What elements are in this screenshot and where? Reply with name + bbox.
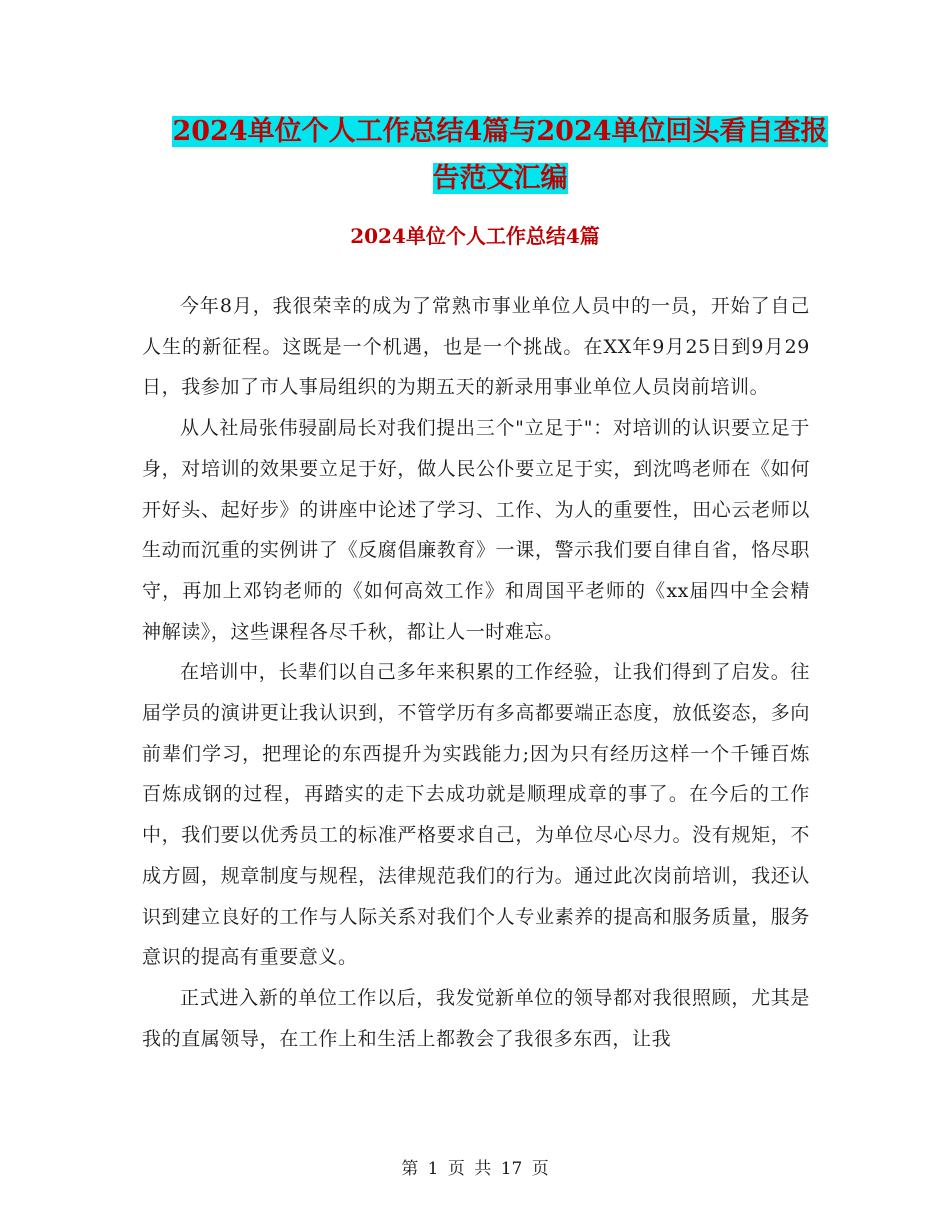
document-title: [130, 108, 870, 202]
document-title-line-1: 2024单位个人工作总结4篇与2024单位回头看自查报: [172, 116, 828, 147]
paragraph: 在培训中，长辈们以自己多年来积累的工作经验，让我们得到了启发。往届学员的演讲更让我认识到，不管学历有多高都要端正态度，放低姿态，多向前辈们学习，把理论的东西提升为实践能力;因为只有经历这样一个千锤百炼百炼成钢的过程，再踏实的走下去成功就是顺理成章的事了。在今后的工作中，我们要以优秀员工的标准严格要求自己，为单位尽心尽力。没有规矩，不成方圆，规章制度与规程，法律规范我们的行为。通过此次岗前培训，我还认识到建立良好的工作与人际关系对我们个人专业素养的提高和服务质量，服务意识的提高有重要意义。: [142, 661, 810, 969]
paragraph: 正式进入新的单位工作以后，我发觉新单位的领导都对我很照顾，尤其是我的直属领导，在工作上和生活上都教会了我很多东西，让我: [142, 986, 810, 1050]
paragraph: 从人社局张伟骎副局长对我们提出三个"立足于"：对培训的认识要立足于身，对培训的效果要立足于好，做人民公仆要立足于实，到沈鸣老师在《如何开好头、起好步》的讲座中论述了学习、工作、为人的重要性，田心云老师以生动而沉重的实例讲了《反腐倡廉教育》一课，警示我们要自律自省，恪尽职守，再加上邓钧老师的《如何高效工作》和周国平老师的《xx届四中全会精神解读》，这些课程各尽千秋，都让人一时难忘。: [142, 417, 810, 643]
paragraph: 今年8月，我很荣幸的成为了常熟市事业单位人员中的一员，开始了自己人生的新征程。这既是一个机遇，也是一个挑战。在XX年9月25日到9月29日，我参加了市人事局组织的为期五天的新录用事业单位人员岗前培训。: [142, 295, 810, 399]
section-title: 2024单位个人工作总结4篇: [350, 224, 600, 248]
document-title-line-2: 告范文汇编: [432, 163, 568, 194]
document-body: [142, 286, 810, 1059]
page-footer: 第 1 页 共 17 页: [401, 1159, 549, 1179]
